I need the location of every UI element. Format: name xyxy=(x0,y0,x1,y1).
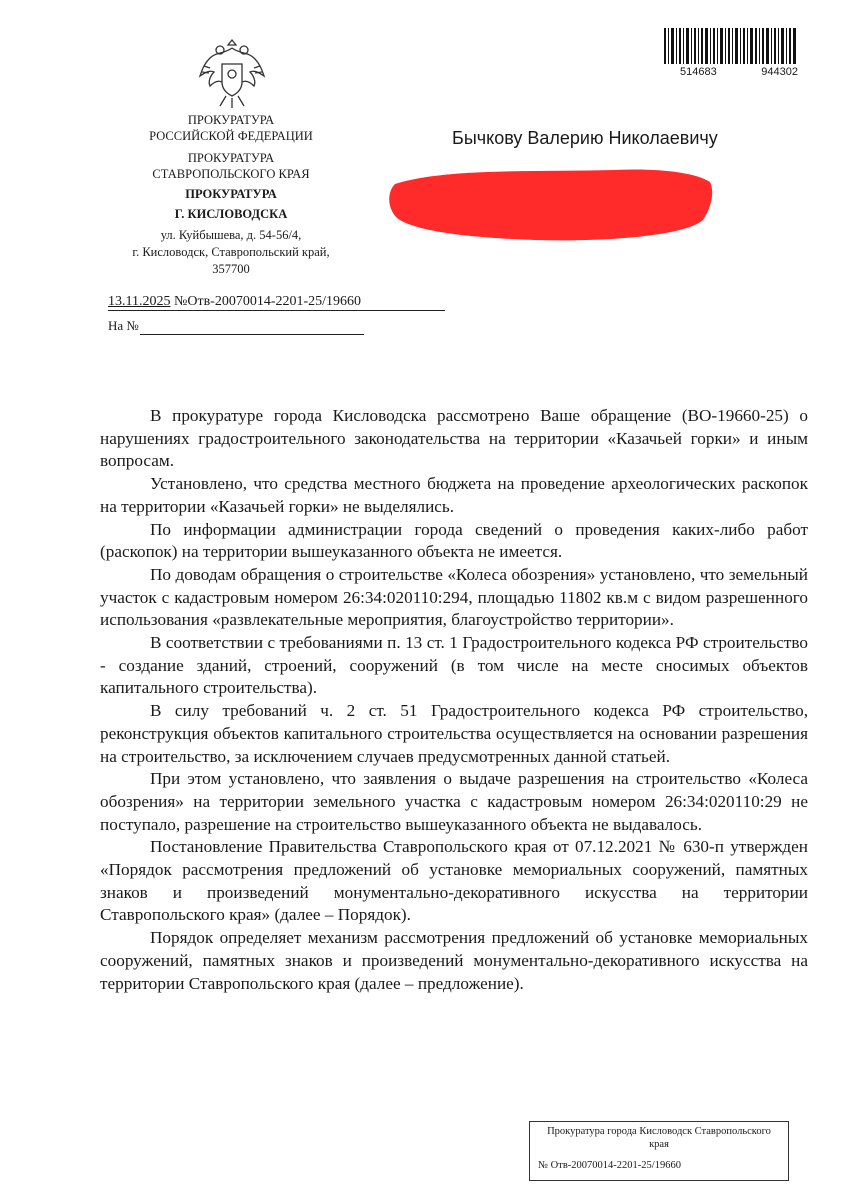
stamp-number-prefix: № xyxy=(538,1160,549,1171)
header-line-6: Г. КИСЛОВОДСКА xyxy=(174,207,288,221)
outgoing-number-prefix: № xyxy=(173,294,188,309)
header-line-4: СТАВРОПОЛЬСКОГО КРАЯ xyxy=(152,167,310,181)
barcode xyxy=(664,28,796,64)
header-line-2: РОССИЙСКОЙ ФЕДЕРАЦИИ xyxy=(149,129,313,143)
paragraph-6: В силу требований ч. 2 ст. 51 Градостроительного кодекса РФ строительство, реконструкция объектов капитального строительства осуществляется на основании разрешения на строительство, за исключением случаев предусмотренных данной статьей. xyxy=(100,701,808,766)
outgoing-number-line xyxy=(108,294,445,311)
paragraph-4: По доводам обращения о строительстве «Колеса обозрения» установлено, что земельный участок с кадастровым номером 26:34:020110:294, площадью 11802 кв.м с видом разрешенного использования «развлекательные мероприятия, благоустройство территории». xyxy=(100,564,808,630)
barcode-right-digits: 944302 xyxy=(761,66,798,78)
paragraph-2: Установлено, что средства местного бюджета на проведение археологических раскопок на территории «Казачьей горки» не выделялись. xyxy=(100,474,808,516)
header-line-5: ПРОКУРАТУРА xyxy=(185,187,277,201)
paragraph-1: В прокуратуре города Кисловодска рассмотрено Ваше обращение (ВО-19660-25) о нарушениях градостроительного законодательства на территории «Казачьей горки» и иным вопросам. xyxy=(100,406,808,471)
header-address-1: ул. Куйбышева, д. 54-56/4, xyxy=(160,228,302,242)
outgoing-date: 13.11.2025 xyxy=(108,294,171,309)
reference-underline xyxy=(140,334,364,335)
stamp-number-row xyxy=(538,1159,681,1172)
paragraph-7: При этом установлено, что заявления о выдаче разрешения на строительство «Колеса обозрения» на территории земельного участка с кадастровым номером 26:34:020110:29 не поступало, разрешение на строительство вышеуказанного объекта не выдавалось. xyxy=(100,769,808,834)
barcode-left-digits: 514683 xyxy=(680,66,717,78)
redaction-mark xyxy=(385,162,715,244)
paragraph-3: По информации администрации города сведений о проведения каких-либо работ (раскопок) на территории вышеуказанного объекта не имеется. xyxy=(100,519,808,562)
header-address-3: 357700 xyxy=(212,262,250,276)
barcode-digits xyxy=(680,66,798,78)
letter-body xyxy=(100,405,808,995)
stamp-number: Отв-20070014-2201-25/19660 xyxy=(550,1160,681,1171)
outgoing-number: Отв-20070014-2201-25/19660 xyxy=(187,294,362,309)
paragraph-8: Постановление Правительства Ставропольского края от 07.12.2021 № 630-п утвержден «Порядок рассмотрения предложений об установке мемориальных сооружений, памятных знаков и произведений монументально-декоративного искусства на территории Ставропольского края» (далее – Порядок). xyxy=(100,837,808,925)
header-line-3: ПРОКУРАТУРА xyxy=(187,151,275,165)
addressee-name: Бычкову Валерию Николаевичу xyxy=(452,128,718,148)
header-line-1: ПРОКУРАТУРА xyxy=(187,113,275,127)
registration-stamp xyxy=(529,1121,789,1181)
paragraph-9: Порядок определяет механизм рассмотрения предложений об установке мемориальных сооружений, памятных знаков и произведений монументально-декоративного искусства на территории Ставропольского края (далее – предложение). xyxy=(100,928,808,993)
paragraph-5: В соответствии с требованиями п. 13 ст. 1 Градостроительного кодекса РФ строительство - создание зданий, строений, сооружений (в том числе на месте сносимых объектов капитального строительства). xyxy=(100,633,808,698)
stamp-title: Прокуратура города Кисловодск Ставропольского края xyxy=(547,1126,771,1150)
coat-of-arms-icon xyxy=(196,36,268,110)
header-address-2: г. Кисловодск, Ставропольский край, xyxy=(132,245,330,259)
reference-label: На № xyxy=(108,318,139,333)
